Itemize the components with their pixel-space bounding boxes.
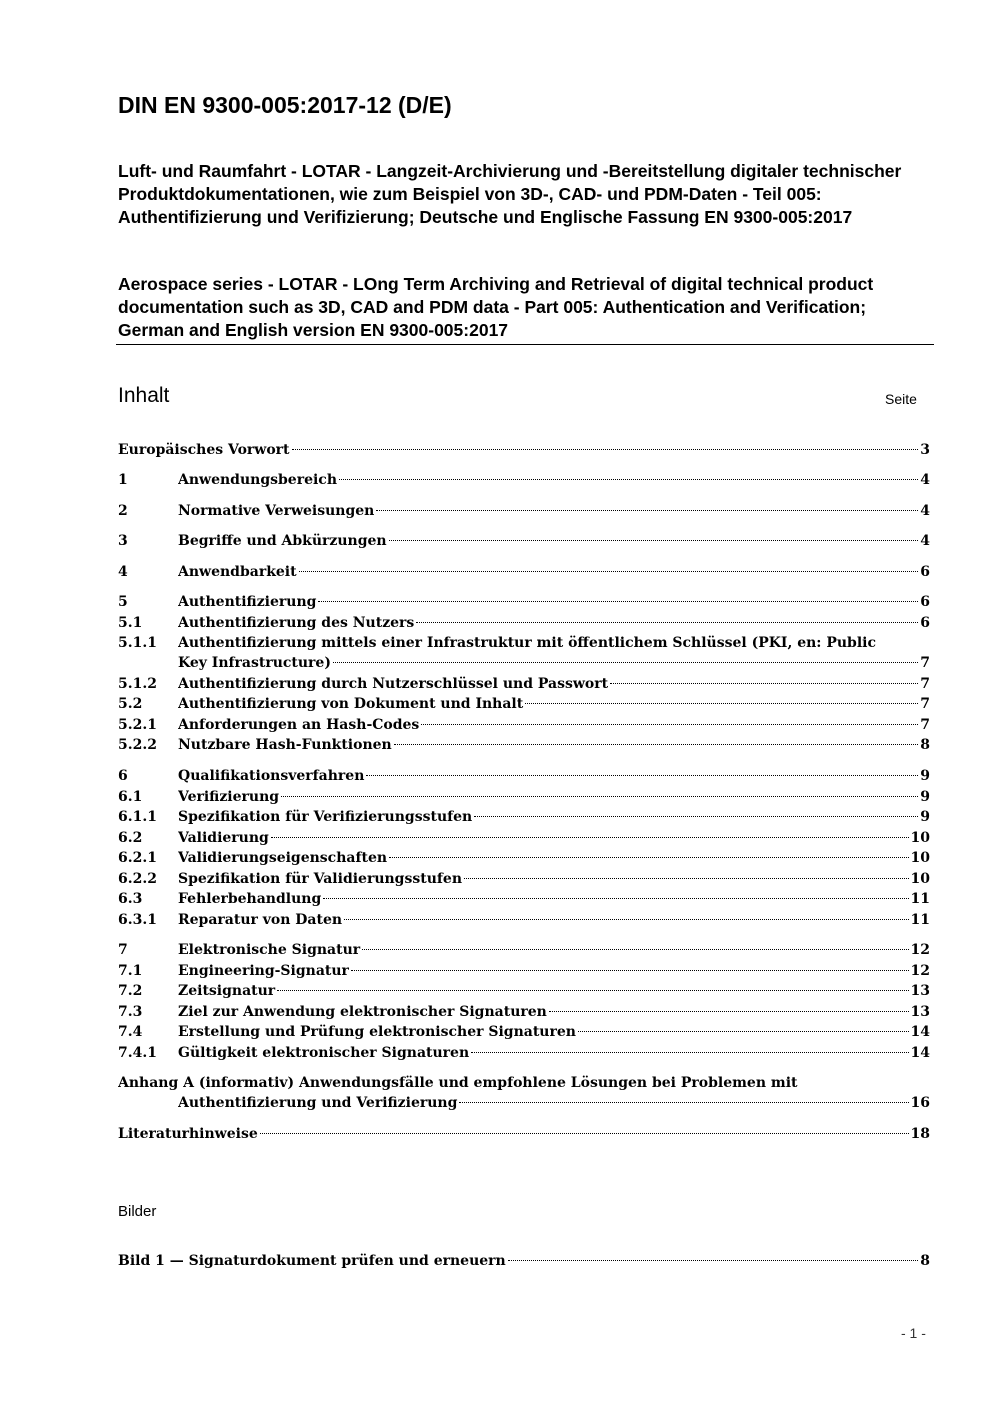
figures-heading: Bilder xyxy=(118,1203,157,1220)
toc-entry-page: 7 xyxy=(920,655,930,671)
toc-entry-number: 5 xyxy=(118,594,128,610)
toc-entry[interactable] xyxy=(118,889,930,909)
document-code-title: DIN EN 9300-005:2017-12 (D/E) xyxy=(118,92,452,118)
toc-entry-number: 6.2 xyxy=(118,830,143,846)
toc-entry[interactable] xyxy=(118,848,930,868)
toc-dot-leader xyxy=(394,744,919,745)
title-english: Aerospace series - LOTAR - LOng Term Archiving and Retrieval of digital technical product documentation such as 3D, CAD and PDM data - Part 005: Authentication and Verification; German and English version EN 9300-005:2017 xyxy=(118,274,874,340)
toc-entry-title: Reparatur von Daten xyxy=(178,912,343,928)
toc-entry-continuation[interactable] xyxy=(178,653,930,673)
toc-entry-number: 5.1.1 xyxy=(118,635,157,651)
toc-entry-title: Authentifizierung xyxy=(178,594,317,610)
toc-entry-title-continued: Key Infrastructure) xyxy=(178,655,331,671)
toc-entry-title: Literaturhinweise xyxy=(118,1126,258,1142)
toc-entry-page: 12 xyxy=(910,942,930,958)
toc-dot-leader xyxy=(421,724,918,725)
toc-dot-leader xyxy=(299,571,919,572)
toc-entry-page: 4 xyxy=(920,503,930,519)
toc-entry-title: Anwendbarkeit xyxy=(178,564,297,580)
toc-entry-title: Begriffe und Abkürzungen xyxy=(178,533,387,549)
toc-entry[interactable] xyxy=(118,613,930,633)
toc-dot-leader xyxy=(389,857,908,858)
toc-entry[interactable] xyxy=(118,981,930,1001)
toc-entry[interactable] xyxy=(118,592,930,612)
toc-entry[interactable] xyxy=(118,910,930,930)
toc-dot-leader xyxy=(366,775,918,776)
toc-entry-page: 4 xyxy=(920,472,930,488)
toc-dot-leader xyxy=(474,816,918,817)
toc-entry-page: 9 xyxy=(920,809,930,825)
toc-entry[interactable] xyxy=(118,766,930,786)
toc-entry-number: 6 xyxy=(118,768,128,784)
toc-entry-number: 3 xyxy=(118,533,128,549)
toc-dot-leader xyxy=(260,1133,909,1134)
toc-entry-title-continued: Authentifizierung und Verifizierung xyxy=(178,1095,458,1111)
toc-dot-leader xyxy=(339,479,918,480)
toc-entry-title: Zeitsignatur xyxy=(178,983,276,999)
toc-entry-number: 7.3 xyxy=(118,1004,143,1020)
toc-entry[interactable] xyxy=(118,1073,930,1093)
toc-entry-title: Anforderungen an Hash-Codes xyxy=(178,717,420,733)
toc-entry-page: 4 xyxy=(920,533,930,549)
toc-dot-leader xyxy=(376,510,918,511)
toc-entry-title: Qualifikationsverfahren xyxy=(178,768,365,784)
toc-entry-title: Authentifizierung des Nutzers xyxy=(178,615,415,631)
toc-dot-leader xyxy=(318,601,918,602)
toc-entry-page: 10 xyxy=(910,850,930,866)
toc-entry-title: Validierungseigenschaften xyxy=(178,850,388,866)
toc-entry-continuation[interactable] xyxy=(178,1093,930,1113)
toc-entry-number: 5.2.2 xyxy=(118,737,157,753)
toc-entry[interactable] xyxy=(118,735,930,755)
toc-entry-number: 6.2.1 xyxy=(118,850,157,866)
toc-entry-number: 6.1.1 xyxy=(118,809,157,825)
toc-entry-title: Authentifizierung durch Nutzerschlüssel und Passwort xyxy=(178,676,609,692)
toc-entry-page: 13 xyxy=(910,1004,930,1020)
toc-entry[interactable] xyxy=(118,633,930,653)
toc-entry-number: 7.4 xyxy=(118,1024,143,1040)
toc-entry[interactable] xyxy=(118,787,930,807)
toc-entry-page: 13 xyxy=(910,983,930,999)
toc-entry-page: 18 xyxy=(910,1126,930,1142)
toc-entry-page: 10 xyxy=(910,871,930,887)
toc-entry[interactable] xyxy=(118,940,930,960)
toc-entry-title: Nutzbare Hash-Funktionen xyxy=(178,737,392,753)
toc-entry-page: 6 xyxy=(920,564,930,580)
toc-dot-leader xyxy=(362,949,908,950)
toc-dot-leader xyxy=(416,622,918,623)
toc-entry-page: 11 xyxy=(910,891,930,907)
toc-entry-number: 5.2 xyxy=(118,696,143,712)
toc-entry-number: 7.4.1 xyxy=(118,1045,157,1061)
toc-entry-number: 6.3 xyxy=(118,891,143,907)
toc-dot-leader xyxy=(389,540,919,541)
toc-entry[interactable] xyxy=(118,531,930,551)
page-number: - 1 - xyxy=(901,1325,926,1341)
toc-entry-number: 7 xyxy=(118,942,128,958)
toc-heading: Inhalt xyxy=(118,384,170,407)
figure-dot-leader xyxy=(508,1260,919,1261)
toc-entry-page: 10 xyxy=(910,830,930,846)
toc-entry-number: 1 xyxy=(118,472,128,488)
toc-entry-title: Authentifizierung von Dokument und Inhalt xyxy=(178,696,524,712)
toc-entry-title: Fehlerbehandlung xyxy=(178,891,322,907)
toc-entry-title: Spezifikation für Verifizierungsstufen xyxy=(178,809,473,825)
toc-entry-page: 9 xyxy=(920,768,930,784)
toc-entry[interactable] xyxy=(118,715,930,735)
toc-entry-number: 7.2 xyxy=(118,983,143,999)
toc-entry[interactable] xyxy=(118,869,930,889)
toc-entry[interactable] xyxy=(118,501,930,521)
toc-entry-title: Validierung xyxy=(178,830,269,846)
figure-entry[interactable] xyxy=(118,1251,930,1271)
title-divider xyxy=(116,344,934,345)
toc-entry[interactable] xyxy=(118,440,930,460)
toc-entry[interactable] xyxy=(118,1043,930,1063)
toc-entry[interactable] xyxy=(118,1002,930,1022)
toc-entry[interactable] xyxy=(118,694,930,714)
toc-entry-title: Engineering-Signatur xyxy=(178,963,349,979)
toc-dot-leader xyxy=(281,796,918,797)
toc-page-column-label: Seite xyxy=(885,391,917,407)
toc-entry-title: Elektronische Signatur xyxy=(178,942,361,958)
toc-entry-title: Anwendungsbereich xyxy=(178,472,337,488)
figure-entry-page: 8 xyxy=(920,1253,930,1269)
toc-dot-leader xyxy=(277,990,908,991)
toc-entry-page: 8 xyxy=(920,737,930,753)
toc-entry[interactable] xyxy=(118,1022,930,1042)
toc-dot-leader xyxy=(344,919,908,920)
toc-entry[interactable] xyxy=(118,1124,930,1144)
title-german: Luft- und Raumfahrt - LOTAR - Langzeit-Archivierung und -Bereitstellung digitaler technischer Produktdokumentationen, wie zum Beispiel von 3D-, CAD- und PDM-Daten - Teil 005: Authentifizierung und Verifizierung; Deutsche und Englische Fassung EN 9300-005:2017 xyxy=(118,161,902,227)
toc-entry[interactable] xyxy=(118,961,930,981)
toc-entry-title: Erstellung und Prüfung elektronischer Signaturen xyxy=(178,1024,576,1040)
toc-dot-leader xyxy=(459,1102,908,1103)
toc-entry-page: 6 xyxy=(920,594,930,610)
toc-entry-title: Gültigkeit elektronischer Signaturen xyxy=(178,1045,470,1061)
toc-entry[interactable] xyxy=(118,562,930,582)
toc-dot-leader xyxy=(549,1011,909,1012)
toc-entry-title: Verifizierung xyxy=(178,789,280,805)
toc-entry-page: 3 xyxy=(920,442,930,458)
toc-entry[interactable] xyxy=(118,807,930,827)
toc-entry-page: 7 xyxy=(920,696,930,712)
toc-dot-leader xyxy=(271,837,909,838)
toc-dot-leader xyxy=(351,970,909,971)
toc-entry-page: 7 xyxy=(920,676,930,692)
toc-entry-title: Anhang A (informativ) Anwendungsfälle und empfohlene Lösungen bei Problemen mit xyxy=(118,1075,798,1091)
toc-entry-page: 11 xyxy=(910,912,930,928)
toc-dot-leader xyxy=(525,703,918,704)
toc-entry-number: 5.2.1 xyxy=(118,717,157,733)
toc-entry-page: 14 xyxy=(910,1024,930,1040)
toc-dot-leader xyxy=(464,878,909,879)
toc-entry-page: 12 xyxy=(910,963,930,979)
figure-entry-title: Bild 1 — Signaturdokument prüfen und erneuern xyxy=(118,1253,506,1269)
toc-entry-number: 4 xyxy=(118,564,128,580)
toc-entry-number: 6.1 xyxy=(118,789,143,805)
toc-entry-page: 6 xyxy=(920,615,930,631)
toc-dot-leader xyxy=(333,662,918,663)
toc-entry-page: 16 xyxy=(910,1095,930,1111)
toc-entry[interactable] xyxy=(118,828,930,848)
toc-entry[interactable] xyxy=(118,470,930,490)
toc-entry-number: 6.2.2 xyxy=(118,871,157,887)
toc-dot-leader xyxy=(323,898,908,899)
toc-entry-number: 7.1 xyxy=(118,963,143,979)
toc-dot-leader xyxy=(292,449,919,450)
toc-dot-leader xyxy=(471,1052,908,1053)
toc-entry-number: 5.1 xyxy=(118,615,143,631)
toc-entry[interactable] xyxy=(118,674,930,694)
toc-entry-title: Authentifizierung mittels einer Infrastruktur mit öffentlichem Schlüssel (PKI, en: Public xyxy=(178,635,876,651)
toc-entry-number: 2 xyxy=(118,503,128,519)
toc-dot-leader xyxy=(610,683,918,684)
toc-entry-number: 5.1.2 xyxy=(118,676,157,692)
toc-entry-page: 7 xyxy=(920,717,930,733)
toc-entry-page: 9 xyxy=(920,789,930,805)
toc-entry-title: Normative Verweisungen xyxy=(178,503,375,519)
toc-dot-leader xyxy=(578,1031,909,1032)
toc-entry-title: Europäisches Vorwort xyxy=(118,442,290,458)
toc-entry-number: 6.3.1 xyxy=(118,912,157,928)
toc-entry-page: 14 xyxy=(910,1045,930,1061)
toc-entry-title: Ziel zur Anwendung elektronischer Signaturen xyxy=(178,1004,547,1020)
toc-entry-title: Spezifikation für Validierungsstufen xyxy=(178,871,462,887)
